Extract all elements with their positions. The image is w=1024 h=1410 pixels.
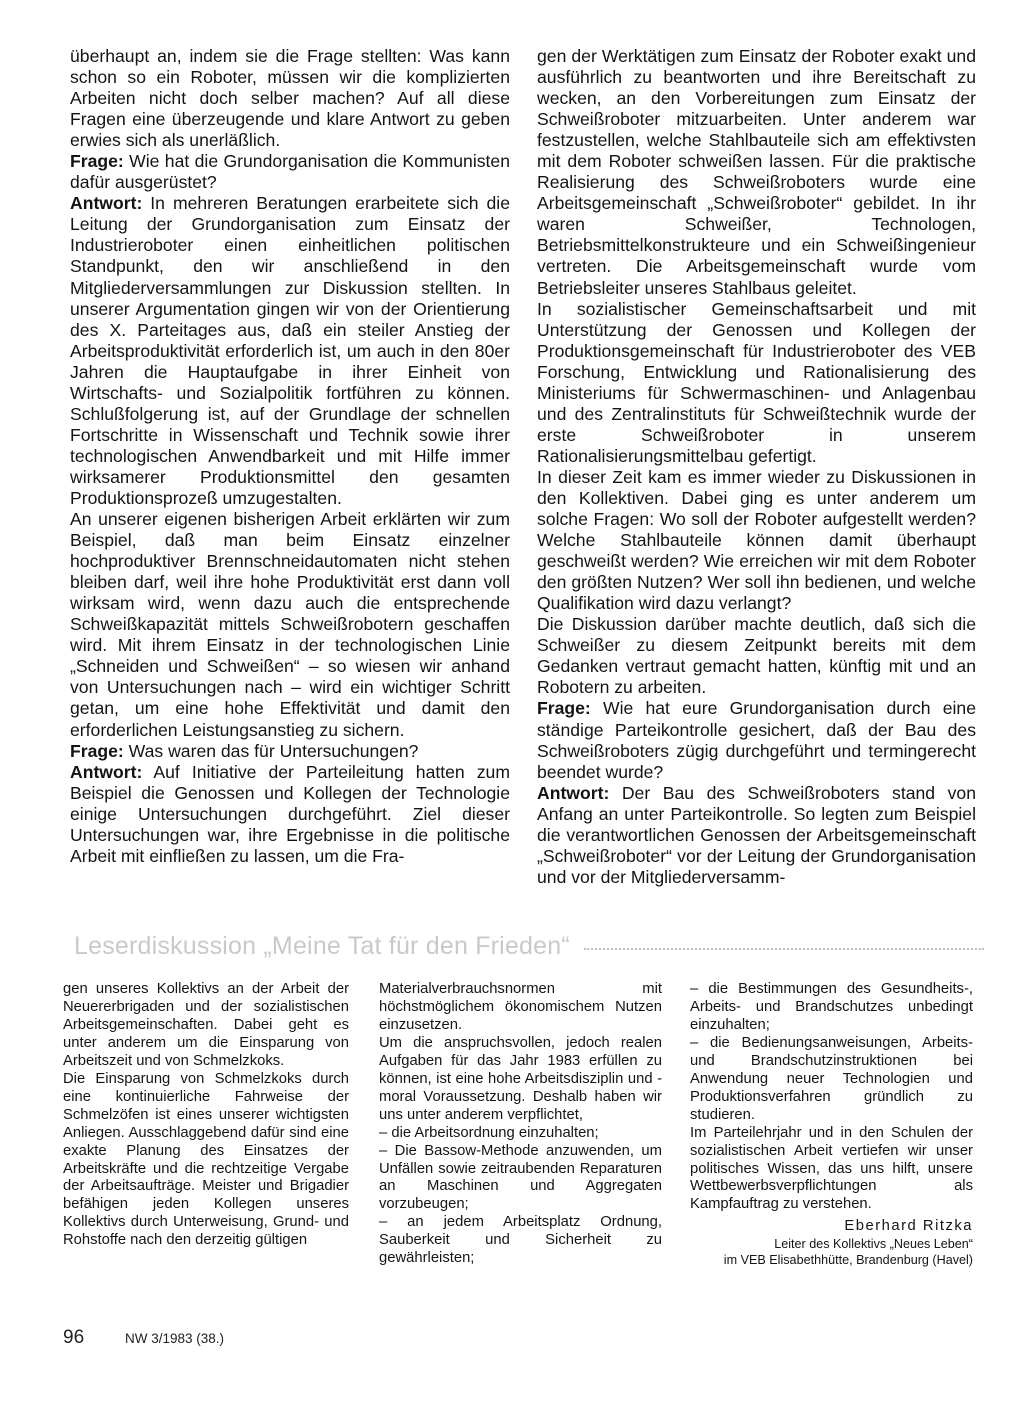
section-banner-title: Leserdiskussion „Meine Tat für den Frieden“ (74, 931, 570, 960)
page-footer (63, 1327, 224, 1349)
paragraph (70, 741, 510, 762)
list-item: – die Arbeitsordnung einzuhalten; (379, 1124, 599, 1141)
question-label: Frage: (537, 698, 591, 719)
paragraph: Die Diskussion darüber machte deutlich, daß sich die Schweißer zu diesem Zeitpunkt bereits mit dem Gedanken vertraut gemacht hatten, künftig mit und an Robotern zu arbeiten. (537, 614, 976, 698)
upper-column-left (70, 46, 510, 867)
paragraph (537, 783, 976, 888)
lower-column-left (63, 981, 349, 1250)
issue-label: NW 3/1983 (38.) (125, 1331, 225, 1346)
paragraph: gen der Werktätigen zum Einsatz der Roboter exakt und ausführlich zu beantworten und ihre Bereitschaft zu wecken, an den Vorbereitungen zum Einsatz der Schweißroboter mitzuarbeiten. Unter anderem war festzustellen, welche Stahlbauteile sich am effektivsten mit dem Roboter schweißen lassen. Für die praktische Realisierung des Schweißroboters wurde eine Arbeitsgemeinschaft „Schweißroboter“ gebildet. In ihr waren Schweißer, Technologen, Betriebsmittelkonstrukteure und ein Schweißingenieur vertreten. Die Arbeitsgemeinschaft wurde vom Betriebsleiter unseres Stahlbaus geleitet. (537, 46, 976, 298)
paragraph: Um die anspruchsvollen, jedoch realen Aufgaben für das Jahr 1983 erfüllen zu können, ist eine hohe Arbeitsdisziplin und -moral Voraussetzung. Deshalb haben wir uns unter anderem verpflichtet, (379, 1034, 662, 1123)
question-text: Was waren das für Untersuchungen? (123, 740, 419, 761)
list-item: – an jedem Arbeitsplatz Ordnung, Sauberkeit und Sicherheit zu gewährleisten; (379, 1214, 662, 1267)
section-banner (74, 931, 984, 961)
paragraph: Materialverbrauchsnormen mit höchstmöglichem ökonomischem Nutzen einzusetzen. (379, 981, 662, 1033)
answer-text: Auf Initiative der Parteileitung hatten zum Beispiel die Genossen und Kollegen der Technologie einige Untersuchungen durchgeführt. Ziel dieser Untersuchungen war, ihre Ergebnisse in die politische Arbeit mit einfließen zu lassen, um die Fra- (70, 761, 510, 866)
paragraph (70, 193, 510, 509)
paragraph (70, 151, 510, 193)
paragraph: In sozialistischer Gemeinschaftsarbeit und mit Unterstützung der Genossen und Kollegen der Produktionsgemeinschaft für Industrieroboter des VEB Forschung, Entwicklung und Rationalisierung des Ministeriums für Schwermaschinen- und Anlagenbau und des Zentralinstituts für Schweißtechnik wurde der erste Schweißroboter in unserem Rationalisierungsmittelbau gefertigt. (537, 298, 976, 466)
paragraph: überhaupt an, indem sie die Frage stellten: Was kann schon so ein Roboter, müssen wir die komplizierten Arbeiten nicht doch selber machen? Auf all diese Fragen eine überzeugende und klare Antwort zu geben erwies sich als unerläßlich. (70, 46, 510, 151)
answer-label: Antwort: (70, 193, 143, 214)
list-item: – die Bedienungsanweisungen, Arbeits- und Brandschutzinstruktionen bei Anwendung neuer Technologien und Produktionsverfahren gründlich zu studieren. (690, 1034, 973, 1123)
answer-label: Antwort: (70, 761, 143, 782)
author-affiliation: im VEB Elisabethhütte, Brandenburg (Havel) (723, 1253, 973, 1268)
author-role: Leiter des Kollektivs „Neues Leben“ (774, 1237, 973, 1252)
section-banner-rule (584, 948, 984, 950)
paragraph: An unserer eigenen bisherigen Arbeit erklärten wir zum Beispiel, daß man beim Einsatz einzelner hochproduktiver Brennschneidautomaten nicht stehen bleiben darf, weil ihre hohe Produktivität erst dann voll wirksam wird, wenn dazu auch die entsprechende Schweißkapazität mittels Schweißrobotern geschaffen wird. Mit ihrem Einsatz in der technologischen Linie „Schneiden und Schweißen“ – so wiesen wir anhand von Untersuchungen nach – wird ein wichtiger Schritt getan, um eine hohe Effektivität und damit den erforderlichen Leistungsanstieg zu sichern. (70, 509, 510, 740)
paragraph: Im Parteilehrjahr und in den Schulen der sozialistischen Arbeit vertiefen wir unser politisches Wissen, das uns hilft, unsere Wettbewerbsverpflichtungen als Kampfauftrag zu verstehen. (690, 1124, 973, 1213)
paragraph (537, 698, 976, 782)
paragraph: Die Einsparung von Schmelzkoks durch eine kontinuierliche Fahrweise der Schmelzöfen ist eines unserer wichtigsten Anliegen. Ausschlaggebend dafür sind eine exakte Planung des Einsatzes der Arbeitskräfte und die rechtzeitige Vergabe der Arbeitsaufträge. Meister und Brigadier befähigen jeden Kollegen unseres Kollektivs durch Unterweisung, Grund- und Rohstoffe nach den derzeitig gültigen (63, 1070, 349, 1249)
answer-text: Der Bau des Schweißroboters stand von Anfang an unter Parteikontrolle. So legten zum Beispiel die verantwortlichen Genossen der Arbeitsgemeinschaft „Schweißroboter“ vor der Leitung der Grundorganisation und vor der Mitgliederversamm- (537, 782, 976, 887)
author-name: Eberhard Ritzka (844, 1218, 973, 1235)
list-item: – die Bestimmungen des Gesundheits-, Arbeits- und Brandschutzes unbedingt einzuhalten; (690, 981, 973, 1033)
lower-column-middle (379, 981, 662, 1268)
paragraph: In dieser Zeit kam es immer wieder zu Diskussionen in den Kollektiven. Dabei ging es unter anderem um solche Fragen: Wo soll der Roboter aufgestellt werden? Welche Stahlbauteile können damit überhaupt geschweißt werden? Wie erreichen wir mit dem Roboter den größten Nutzen? Wer soll ihn bedienen, und welche Qualifikation wird dazu verlangt? (537, 466, 976, 614)
question-label: Frage: (70, 151, 124, 172)
answer-label: Antwort: (537, 782, 610, 803)
question-label: Frage: (70, 740, 124, 761)
upper-column-right (537, 46, 976, 888)
page-number: 96 (63, 1327, 85, 1348)
list-item: – Die Bassow-Methode anzuwenden, um Unfällen sowie zeitraubenden Reparaturen an Maschinen und Aggregaten vorzubeugen; (379, 1142, 662, 1213)
paragraph: gen unseres Kollektivs an der Arbeit der Neuererbrigaden und der sozialistischen Arbeitsgemeinschaften. Dabei geht es unter anderem um die Einsparung von Arbeitszeit und von Schmelzkoks. (63, 981, 349, 1069)
answer-text: In mehreren Beratungen erarbeitete sich die Leitung der Grundorganisation zum Einsatz der Industrieroboter einen einheitlichen politischen Standpunkt, den wir anschließend in den Mitgliederversammlungen zur Diskussion stellten. In unserer Argumentation gingen wir von der Orientierung des X. Parteitages aus, daß ein steiler Anstieg der Arbeitsproduktivität erforderlich ist, um auch in den 80er Jahren die Hauptaufgabe in ihrer Einheit von Wirtschafts- und Sozialpolitik fortführen zu können. Schlußfolgerung ist, auf der Grundlage der schnellen Fortschritte in Wissenschaft und Technik sowie ihrer technologischen Anwendbarkeit und mit Hilfe immer wirksamerer Produktionsmittel den gesamten Produktionsprozeß umzugestalten. (70, 193, 510, 508)
lower-column-right (690, 981, 973, 1268)
question-text: Wie hat die Grundorganisation die Kommunisten dafür ausgerüstet? (70, 151, 510, 193)
question-text: Wie hat eure Grundorganisation durch eine ständige Parteikontrolle gesichert, daß der Bau des Schweißroboters zügig durchgeführt und termingerecht beendet wurde? (537, 698, 976, 782)
paragraph (70, 762, 510, 867)
